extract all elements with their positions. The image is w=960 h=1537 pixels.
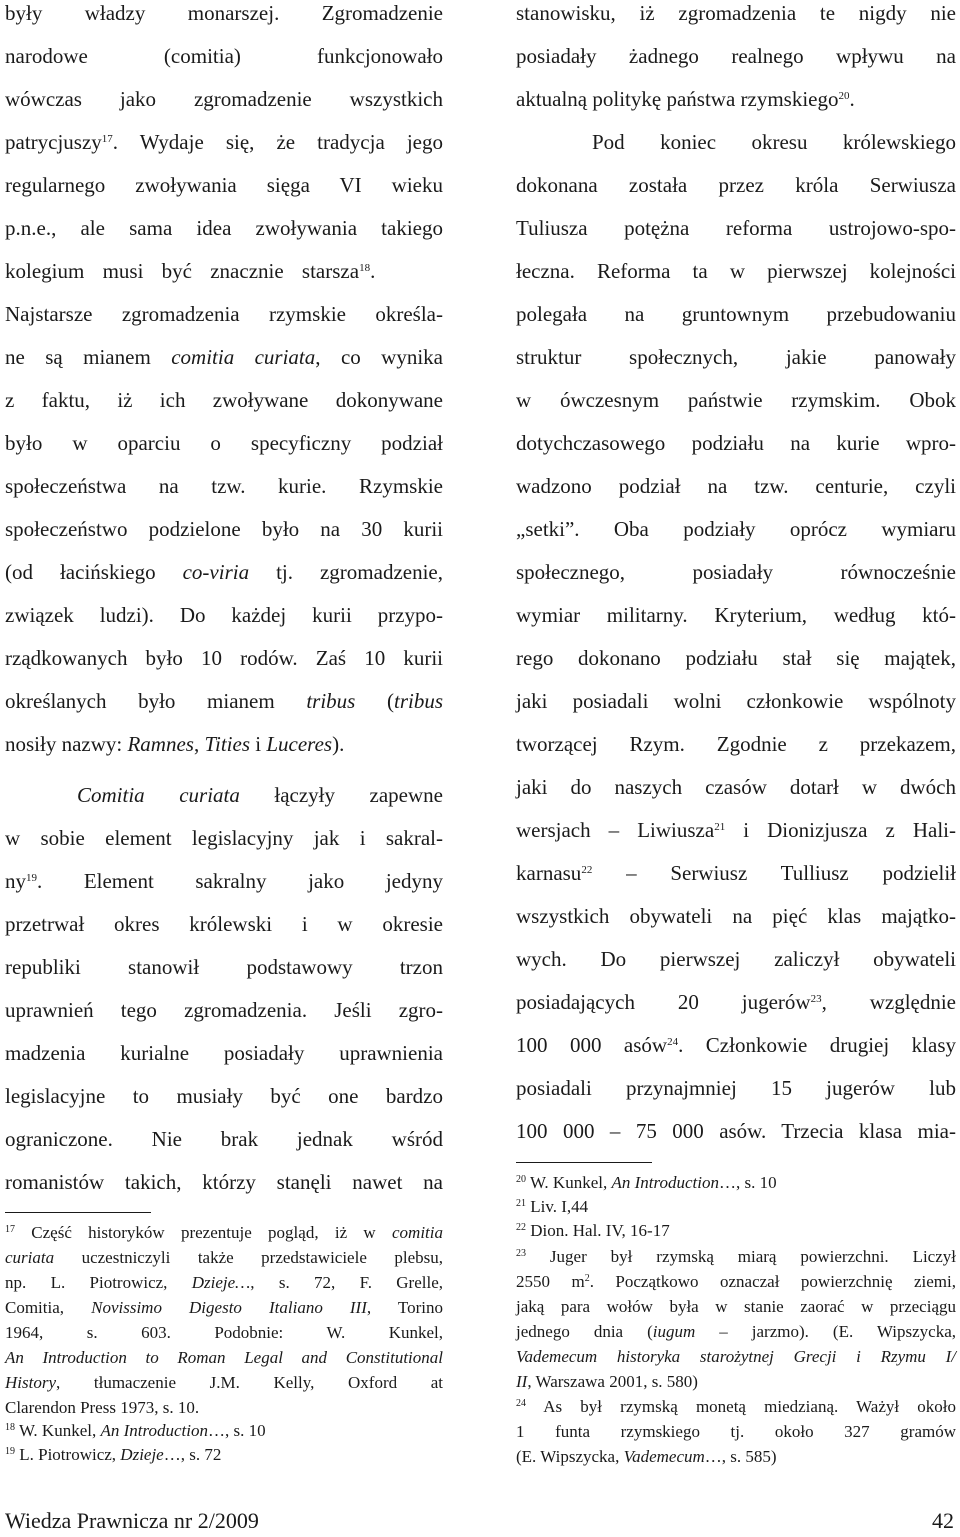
text-line: nosiły nazwy: Ramnes, Tities i Luceres).	[5, 732, 345, 756]
text-line: określanych było mianem tribus (tribus	[5, 689, 443, 713]
footnote-ref: 22	[581, 864, 593, 876]
text-line: Comitia curiata łączyły zapewne	[77, 783, 443, 807]
footnote-line: (E. Wipszycka, Vademecum…, s. 585)	[516, 1447, 777, 1466]
footnote-ref: 18	[359, 262, 371, 274]
footnote-line: curiata uczestniczyli także przedstawiciele plebsu,	[5, 1248, 443, 1267]
footnote-line: $^{18}$ W. Kunkel, An Introduction…, s. 10	[5, 1421, 266, 1440]
text-line: społeczeństwo podzielone było na 30 kurii	[5, 517, 443, 541]
text-line: łeczna. Reforma ta w pierwszej kolejności	[516, 259, 956, 283]
text-line: struktur społecznych, jakie panowały	[516, 345, 956, 369]
text-line: uprawnień tego zgromadzenia. Jeśli zgro-	[5, 998, 443, 1022]
text-line: aktualną politykę państwa rzymskiego$^{20}$.	[516, 87, 855, 111]
text-line: wersjach – Liwiusza$^{21}$ i Dionizjusza z Hali-	[516, 818, 956, 842]
footnote-line: History, tłumaczenie J.M. Kelly, Oxford at	[5, 1373, 443, 1392]
text-line: wymiar militarny. Kryterium, według któ-	[516, 603, 956, 627]
footnote-ref: 20	[838, 90, 850, 102]
text-line: (od łacińskiego co-viria tj. zgromadzenie,	[5, 560, 443, 584]
text-line: $ny^{19}$. Element sakralny jako jedyny	[5, 869, 443, 893]
text-line: jaki do naszych czasów dotarł w dwóch	[516, 775, 956, 799]
text-line: Tuliusza potężna reforma ustrojowo-spo-	[516, 216, 956, 240]
footnote-line: $^{23}$ Juger był rzymską miarą powierzchni. Liczył	[516, 1247, 956, 1266]
text-line: w ówczesnym państwie rzymskim. Obok	[516, 388, 956, 412]
footnote-line: 1964, s. 603. Podobnie: W. Kunkel,	[5, 1323, 443, 1342]
footnote-separator	[516, 1162, 652, 1163]
footnote-line: 2550 $m^2$. Początkowo oznaczał powierzchnię ziemi,	[516, 1272, 956, 1291]
footnote-line: np. L. Piotrowicz, Dzieje…, s. 72, F. Grelle,	[5, 1273, 443, 1292]
footnote-line: $^{21}$ Liv. I,44	[516, 1197, 589, 1216]
footnote-ref: 21	[714, 821, 726, 833]
text-line: jaki posiadali wolni członkowie wspólnoty	[516, 689, 956, 713]
text-line: wadzono podział na tzw. centurie, czyli	[516, 474, 956, 498]
footnote-line: $^{19}$ L. Piotrowicz, Dzieje…, s. 72	[5, 1445, 222, 1464]
footnote-line: Vademecum historyka starożytnej Grecji i Rzymu I/	[516, 1347, 956, 1366]
text-line: „setki”. Oba podziały oprócz wymiaru	[516, 517, 956, 541]
text-line: wych. Do pierwszej zaliczył obywateli	[516, 947, 956, 971]
text-line: posiadających 20 jugerów$^{23}$, względnie	[516, 990, 957, 1014]
footnote-ref: 19	[26, 872, 37, 884]
text-line: 100 000 – 75 000 asów. Trzecia klasa mia-	[516, 1119, 956, 1143]
text-line: ne są mianem comitia curiata, co wynika	[5, 345, 443, 369]
text-line: w sobie element legislacyjny jak i sakral-	[5, 826, 443, 850]
text-line: posiadały żadnego realnego wpływu na	[516, 44, 956, 68]
text-line: patrycjuszy$^{17}$. Wydaje się, że tradycja jego	[5, 130, 443, 154]
text-line: 100 000 asów$^{24}$. Członkowie drugiej klasy	[516, 1033, 956, 1057]
text-line: dotychczasowego podziału na kurie wpro-	[516, 431, 956, 455]
text-line: Najstarsze zgromadzenia rzymskie określa-	[5, 302, 443, 326]
footnote-ref: 23	[810, 993, 822, 1005]
footnote-line: $^{20}$ W. Kunkel, An Introduction…, s. 10	[516, 1173, 777, 1192]
footnote-line: $^{22}$ Dion. Hal. IV, 16-17	[516, 1221, 670, 1240]
text-line: stanowisku, iż zgromadzenia te nigdy nie	[516, 1, 956, 25]
text-line: rego dokonano podziału stał się majątek,	[516, 646, 956, 670]
text-line: wszystkich obywateli na pięć klas majątko-	[516, 904, 956, 928]
footnote-ref: 24	[667, 1036, 679, 1048]
footnote-line: jednego dnia (iugum – jarzmo). (E. Wipszycka,	[516, 1322, 956, 1341]
text-line: republiki stanowił podstawowy trzon	[5, 955, 443, 979]
text-line: polegała na gruntownym przebudowaniu	[516, 302, 956, 326]
footnote-line: II, Warszawa 2001, s. 580)	[516, 1372, 698, 1391]
text-line: z faktu, iż ich zwoływane dokonywane	[5, 388, 443, 412]
text-line: ograniczone. Nie brak jednak wśród	[5, 1127, 443, 1151]
text-line: były władzy monarszej. Zgromadzenie	[5, 1, 443, 25]
text-line: kolegium musi być znacznie starsza$^{18}$.	[5, 259, 376, 283]
text-line: posiadali przynajmniej 15 jugerów lub	[516, 1076, 956, 1100]
footnote-line: Clarendon Press 1973, s. 10.	[5, 1398, 200, 1417]
footnote-line: $^{17}$ Część historyków prezentuje pogląd, iż w comitia	[5, 1223, 443, 1242]
footnote-line: jaką para wołów była w stanie zaorać w przeciągu	[516, 1297, 956, 1316]
footnote-line: An Introduction to Roman Legal and Constitutional	[5, 1348, 443, 1367]
text-line: rządkowanych było 10 rodów. Zaś 10 kurii	[5, 646, 443, 670]
text-line: związek ludzi). Do każdej kurii przypo-	[5, 603, 443, 627]
text-line: legislacyjne to musiały być one bardzo	[5, 1084, 443, 1108]
text-line: przetrwał okres królewski i w okresie	[5, 912, 443, 936]
footnote-line: 1 funta rzymskiego tj. około 327 gramów	[516, 1422, 956, 1441]
footnote-line: $^{24}$ As był rzymską monetą miedzianą. Ważył około	[516, 1397, 956, 1416]
footer-journal-title: Wiedza Prawnicza nr 2/2009	[5, 1508, 259, 1533]
text-line: społeczeństwa na tzw. kurie. Rzymskie	[5, 474, 443, 498]
text-line: wówczas jako zgromadzenie wszystkich	[5, 87, 443, 111]
text-line: Pod koniec okresu królewskiego	[592, 130, 956, 154]
text-line: narodowe (comitia) funkcjonowało	[5, 44, 443, 68]
text-line: dokonana została przez króla Serwiusza	[516, 173, 956, 197]
text-line: karnasu$^{22}$ – Serwiusz Tulliusz podzielił	[516, 861, 956, 885]
footnote-separator	[5, 1212, 151, 1213]
text-line: było w oparciu o specyficzny podział	[5, 431, 443, 455]
text-line: madzenia kurialne posiadały uprawnienia	[5, 1041, 443, 1065]
footnote-ref: 17	[101, 133, 113, 145]
text-line: społecznego, posiadały równocześnie	[516, 560, 956, 584]
footnote-line: Comitia, Novissimo Digesto Italiano III, Torino	[5, 1298, 443, 1317]
text-line: p.n.e., ale sama idea zwoływania takiego	[5, 216, 443, 240]
page-number: 42	[932, 1508, 954, 1533]
text-line: tworzącej Rzym. Zgodnie z przekazem,	[516, 732, 956, 756]
text-line: regularnego zwoływania sięga VI wieku	[5, 173, 443, 197]
text-line: romanistów takich, którzy stanęli nawet na	[5, 1170, 443, 1194]
